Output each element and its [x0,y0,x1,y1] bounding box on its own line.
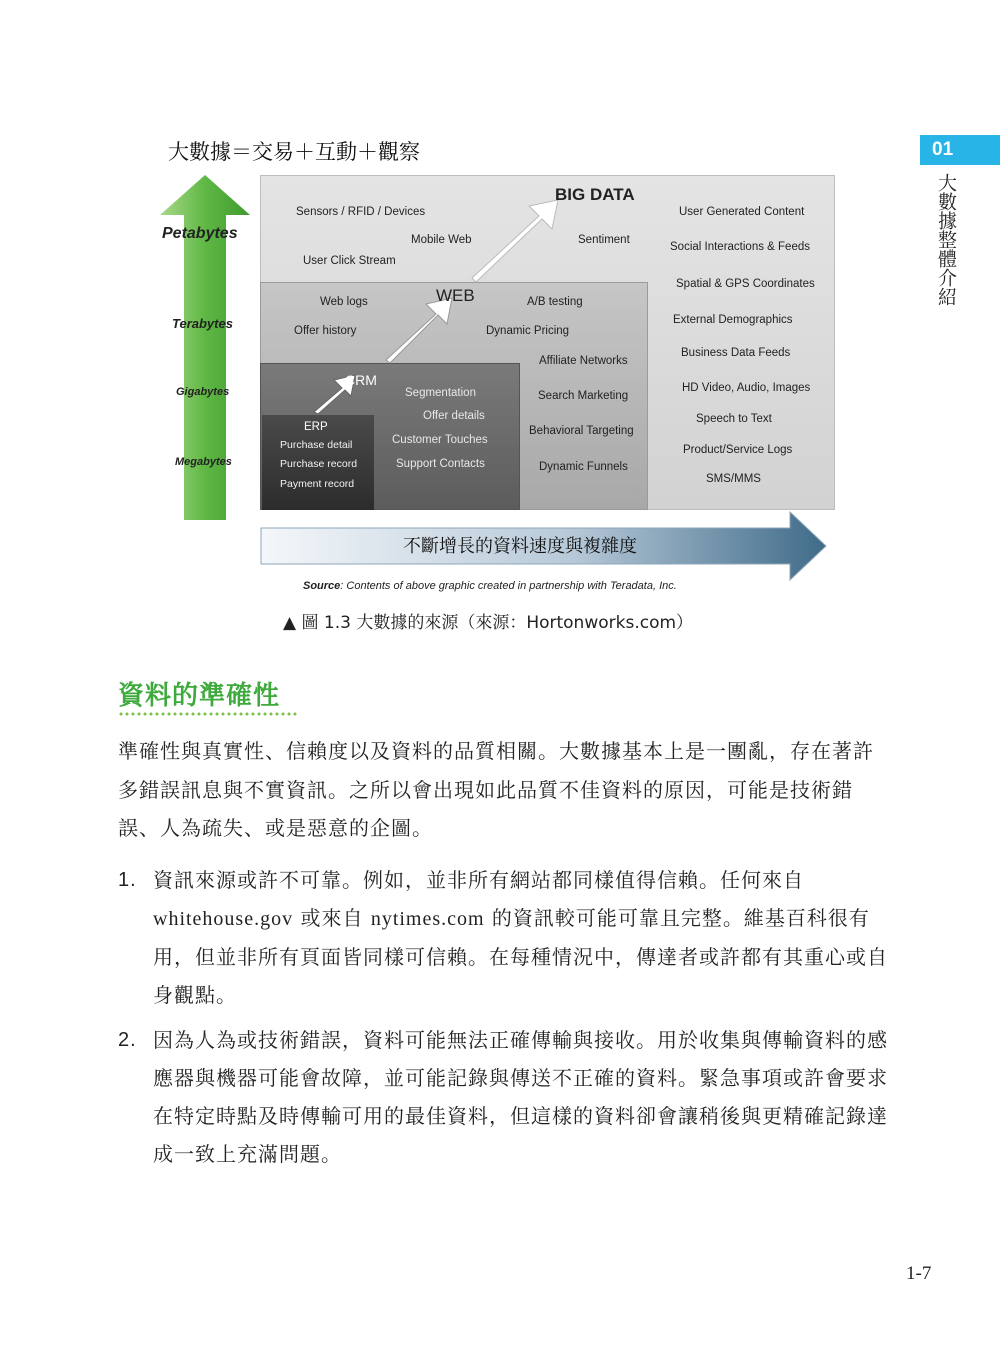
list-text: 或來自 [293,906,371,930]
web-item: Dynamic Funnels [539,461,628,473]
list-number: 2. [118,1029,137,1051]
big-data-item: Sensors / RFID / Devices [296,206,426,218]
big-data-source: Speech to Text [696,413,772,425]
axis-label-megabytes: Megabytes [175,456,232,468]
big-data-source: Business Data Feeds [681,347,791,359]
axis-label-petabytes: Petabytes [162,225,238,242]
list-item [118,1021,888,1173]
section-intro-paragraph: 準確性與真實性、信賴度以及資料的品質相關。大數據基本上是一團亂，存在著許多錯誤訊息與不實資訊。之所以會出現如此品質不佳資料的原因，可能是技術錯誤、人為疏失、或是惡意的企圖。 [118,739,874,840]
erp-label: ERP [304,421,328,433]
web-item: Offer history [294,325,357,337]
crm-item: Support Contacts [396,458,485,470]
list-text: 資訊來源或許不可靠。例如，並非所有網站都同樣值得信賴。任何來自 [153,868,804,892]
web-label: WEB [436,286,475,305]
web-item: Web logs [320,296,368,308]
erp-item: Purchase detail [280,439,353,451]
web-item: A/B testing [527,296,583,308]
source-text: : Contents of above graphic created in partnership with Teradata, Inc. [340,580,677,592]
list-item [118,861,888,1014]
chapter-number-tab: 01 [920,135,1000,165]
big-data-item: Sentiment [578,234,630,246]
site-whitehouse: whitehouse.gov [153,908,294,930]
big-data-item: User Click Stream [303,255,396,267]
big-data-source: SMS/MMS [706,473,761,485]
velocity-arrow-label: 不斷增長的資料速度與複雜度 [403,536,637,557]
web-item: Affiliate Networks [539,355,628,367]
section-title: 資料的準確性 [118,681,281,711]
page-number: 1-7 [906,1263,932,1284]
source-label: Source [303,580,341,592]
crm-label: CRM [345,372,377,388]
figure-title: 大數據＝交易＋互動＋觀察 [168,140,420,164]
crm-item: Customer Touches [392,434,488,446]
chapter-title: 大數據整體介紹 [935,173,957,306]
figure-source [303,580,677,592]
erp-item: Purchase record [280,458,358,470]
axis-label-terabytes: Terabytes [172,316,233,331]
big-data-item: Mobile Web [411,234,472,246]
big-data-source: HD Video, Audio, Images [682,382,811,394]
web-item: Dynamic Pricing [486,325,570,337]
list-text: 因為人為或技術錯誤，資料可能無法正確傳輸與接收。用於收集與傳輸資料的感應器與機器可能會故障，並可能記錄與傳送不正確的資料。緊急事項或許會要求在特定時點及時傳輸可用的最佳資料，但這樣的資料卻會讓稍後與更精確記錄達成一致上充滿問題。 [153,1028,888,1166]
web-item: Search Marketing [538,390,629,402]
site-nytimes: nytimes.com [370,908,485,930]
list-number: 1. [118,869,137,891]
big-data-label: BIG DATA [555,185,635,204]
crm-item: Segmentation [405,387,476,399]
axis-label-gigabytes: Gigabytes [176,386,230,398]
figure-caption: ▲ 圖 1.3 大數據的來源（來源：Hortonworks.com） [283,613,694,633]
big-data-source: Spatial & GPS Coordinates [676,278,815,290]
crm-item: Offer details [423,410,485,422]
big-data-source: User Generated Content [679,206,805,218]
web-item: Behavioral Targeting [529,425,634,437]
big-data-source: External Demographics [673,314,793,326]
section-title-underline [118,712,298,716]
big-data-source: Social Interactions & Feeds [670,241,810,253]
list-text: 的資訊較可能可靠且完整。維基百科很有用，但並非所有頁面皆同樣可信賴。在每種情況中，傳達者或許都有其重心或自身觀點。 [153,906,888,1007]
big-data-source: Product/Service Logs [683,444,793,456]
erp-item: Payment record [280,478,355,490]
